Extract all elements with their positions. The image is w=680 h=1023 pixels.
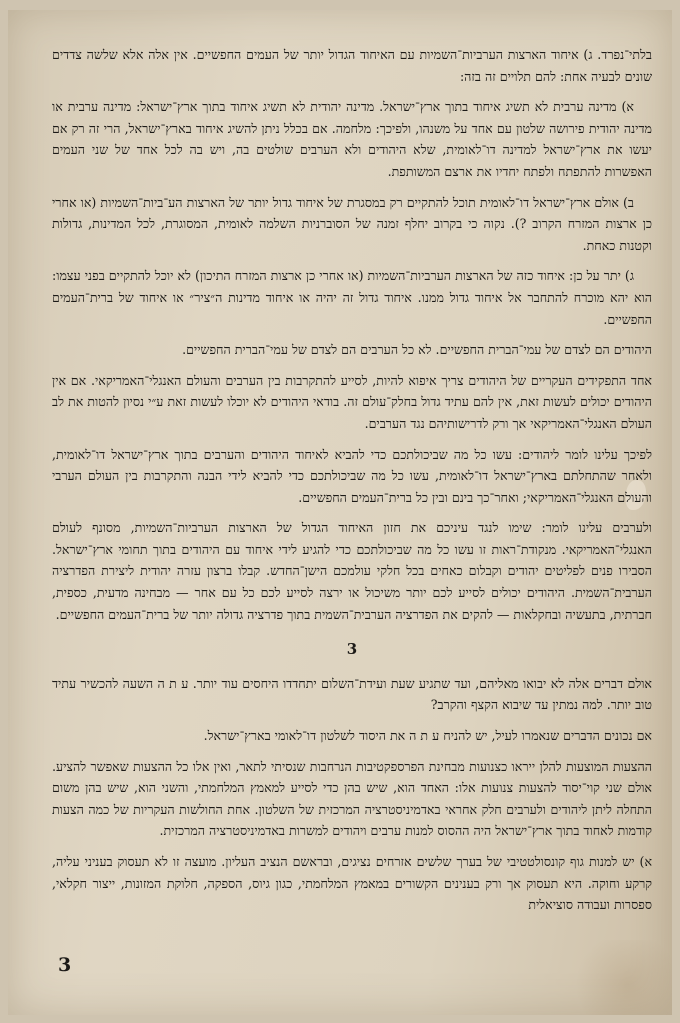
paragraph: ההצעות המוצעות להלן ייראו כצנועות מבחינת הפרספקטיבות הנרחבות שנסיתי לתאר, ואין אלו כל ההצעות שאפשר להציע. אולם שני קוי־יסוד להצעות צנועות אלו: האחד הוא, שיש בהן כדי לסייע למאמץ המלחמתי, והשני הוא, שיש בהן משום התחלה ליתן ליהודים ולערבים חלק אחראי באדמיניסטרציה המרכזית של השלטון. אחת החולשות העקריות של כמה הצעות קודמות לאחוד בתוך ארץ־ישראל היה ההסוס למנות ערבים ויהודים למשרות באדמיניסטרציה המרכזית. bbox=[52, 758, 652, 839]
page-number: 3 bbox=[58, 954, 72, 976]
paper-stain bbox=[568, 940, 672, 1015]
paragraph: א) מדינה ערבית לא תשיג איחוד בתוך ארץ־ישראל. מדינה יהודית לא תשיג איחוד בתוך ארץ־ישראל: מדינה ערבית או מדינה יהודית פירושה שלטון עם אחד על משנהו, ולפיכך: מלחמה. אם בכלל ניתן להשיג איחוד בארץ־ישראל, הרי זה רק אם יעשו את ארץ־ישראל למדינה דו־לאומית, שלא היהודים ולא הערבים שולטים בה, ויש בה לכל אחד של שני העמים האפשרות להתפתח ולפתח יחדיו את ארצם המשותפת. bbox=[52, 99, 652, 179]
paragraph: א) יש למנות גוף קונסולטטיבי של בערך שלשים אזרחים נציגים, ובראשם הנציב העליון. מועצה זו לא תעסוק בעניני עליה, קרקע וחוקה. היא תעסוק אך ורק בענינים הקשורים במאמץ המלחמתי, כגון גיוס, הספקה, חלוקת המזונות, ייצור חקלאי, ספסרות ועבודה סוציאלית bbox=[52, 854, 652, 913]
document-body bbox=[52, 44, 652, 925]
paragraph: ולערבים עלינו לומר: שימו לנגד עיניכם את חזון האיחוד הגדול של הארצות הערביות־השמיות, מסונף לעולם האנגלי־האמריקאי. מנקודת־ראות זו עשו כל מה שביכולתכם כדי להגיע לידי איחוד עם היהודים בתוך תחומי ארץ־ישראל. הסבירו פנים לפליטים יהודים וקבלום כאחים בכל חלקי עולמכם הישן־החדש. קבלו ברצון עזרה יהודית ליצירת הפדרציה הערבית־השמית. היהודים יכולים לסייע לכם יותר משיכול או ירצה לסייע לכם כל עם אחר — מבחינה מדעית, כספית, חברתית, בתעשיה ובחקלאות — להקים את הפדרציה הערבית־השמית בתוך פדרציה גדולה יותר של ברית־העמים החפשיים. bbox=[52, 520, 652, 622]
paragraph: היהודים הם לצדם של עמי־הברית החפשיים. לא כל הערבים הם לצדם של עמי־הברית החפשיים. bbox=[182, 342, 652, 358]
paragraph: לפיכך עלינו לומר ליהודים: עשו כל מה שביכולתכם כדי להביא לאיחוד היהודים והערבים בתוך ארץ־ישראל דו־לאומית, ולאחר שהתחלתם בארץ־ישראל דו־לאומית, עשו כל מה שביכולתכם כדי להביא לידי הבנה והתקרבות בין העולם הערבי והעולם האנגלי־האמריקאי; ואחר־כך בינם ובין כל ברית־העמים החפשיים. bbox=[52, 446, 652, 505]
section-number: 3 bbox=[346, 640, 358, 659]
paragraph: ג) יתר על כן: איחוד כזה של הארצות הערביות־השמיות (או אחרי כן ארצות המזרח התיכון) לא יוכל להתקיים בפני עצמו: הוא יהא מוכרח להתחבר אל איחוד גדול ממנו. איחוד גדול זה יהיה או איחוד מדינות ה״ציר״ או איחוד של ברית־העמים החפשיים. bbox=[52, 268, 652, 327]
paragraph: ב) אולם ארץ־ישראל דו־לאומית תוכל להתקיים רק במסגרת של איחוד גדול יותר של הארצות הע־ביות־השמיות (או אחרי כן ארצות המזרח הקרוב ?). נקוה כי בקרוב יחלף זמנה של הסוברניות השלמה לאומית, המסוגרת, לכל המדינות, גדולות וקטנות כאחת. bbox=[52, 194, 652, 253]
paragraph: אולם דברים אלה לא יבואו מאליהם, ועד שתגיע שעת ועידת־השלום יתחדדו היחסים עוד יותר. ע ת ה השעה להכשיר עתיד טוב יותר. למה נמתין עד שיבוא הקצף והקרב? bbox=[52, 675, 652, 713]
paragraph: אחד התפקידים העקריים של היהודים צריך איפוא להיות, לסייע להתקרבות בין הערבים והעולם האנגלי־האמריקאי. אם אין היהודים יכולים לעשות זאת, אין להם עתיד גדול בחלק־עולם זה. בודאי היהודים לא יוכלו לעשות זאת ע״י נסיון להטות את לב העולם האנגלי־האמריקאי אך ורק לדרישותיהם נגד הערבים. bbox=[52, 372, 652, 431]
paragraph: אם נכונים הדברים שנאמרו לעיל, יש להניח ע ת ה את היסוד לשלטון דו־לאומי בארץ־ישראל. bbox=[203, 728, 652, 744]
paragraph: בלתי־נפרד. ג) איחוד הארצות הערביות־השמיות עם האיחוד הגדול יותר של העמים החפשיים. אין אלה אלא שלשה צדדים שונים לבעיה אחת: להם תלויים זה בזה: bbox=[52, 47, 652, 84]
document-page bbox=[8, 10, 672, 1015]
